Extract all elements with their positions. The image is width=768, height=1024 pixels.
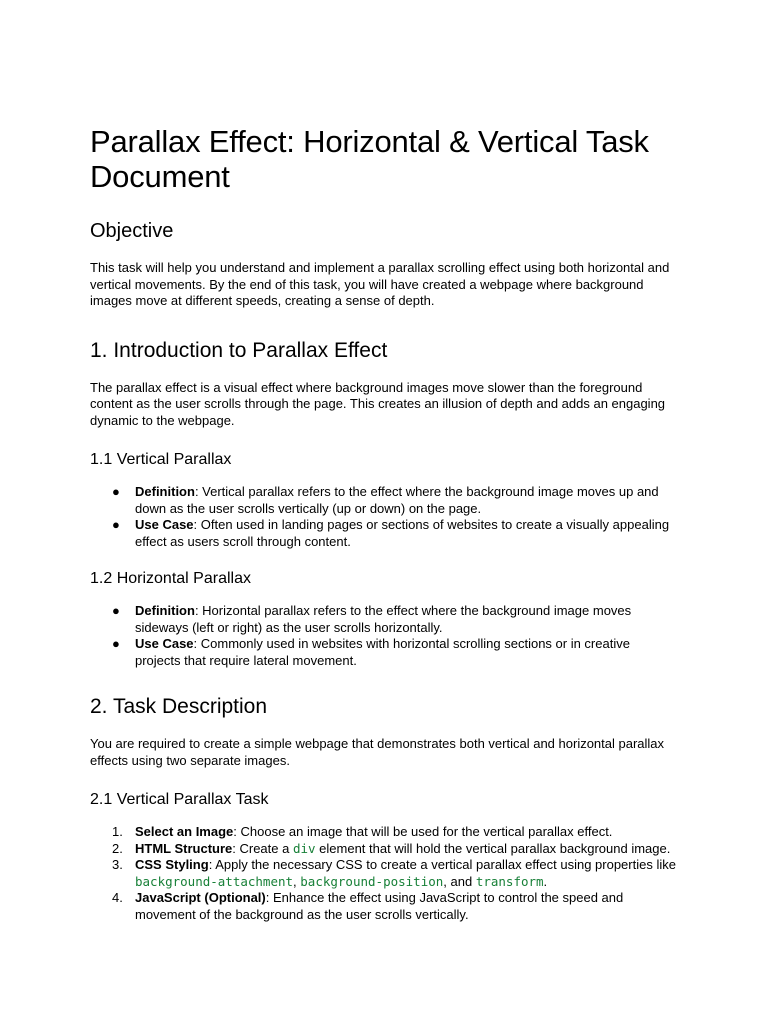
document-title: Parallax Effect: Horizontal & Vertical Task Document [90, 124, 649, 194]
list-term: Use Case [135, 517, 194, 532]
step-item [90, 857, 678, 890]
list-item [90, 484, 678, 517]
list-text: : Often used in landing pages or sections of websites to create a visually appealing effect as users scroll through content. [135, 517, 670, 549]
list-term: Use Case [135, 636, 194, 651]
bullet-icon: ● [112, 636, 120, 651]
step-term: Select an Image [135, 824, 234, 839]
step-text: : Apply the necessary CSS to create a vertical parallax effect using properties like [208, 857, 676, 872]
code-background-attachment: background-attachment [135, 873, 294, 889]
list-item [90, 603, 678, 636]
vertical-task-heading: 2.1 Vertical Parallax Task [90, 791, 269, 808]
objective-heading: Objective [90, 220, 174, 242]
step-term: JavaScript (Optional) [135, 890, 266, 905]
code-background-position: background-position [300, 873, 444, 889]
list-item [90, 517, 678, 550]
step-term: CSS Styling [135, 857, 209, 872]
horizontal-parallax-list [90, 603, 678, 669]
step-item [90, 824, 678, 841]
code-div: div [292, 840, 316, 856]
step-text: : Enhance the effect using JavaScript to control the speed and movement of the background as the user scrolls vertically. [135, 890, 624, 922]
vertical-task-steps [90, 824, 678, 923]
objective-text: This task will help you understand and implement a parallax scrolling effect using both horizontal and vertical movements. By the end of this task, you will have created a webpage where background images move at different speeds, creating a sense of depth. [90, 260, 670, 308]
list-term: Definition [135, 484, 195, 499]
step-number: 1. [112, 824, 123, 839]
vertical-parallax-list [90, 484, 678, 550]
step-number: 4. [112, 890, 123, 905]
step-number: 3. [112, 857, 123, 872]
step-text: . [543, 873, 548, 889]
intro-text: The parallax effect is a visual effect where background images move slower than the foreground content as the user scrolls through the page. This creates an illusion of depth and adds an engaging dynamic to the webpage. [90, 379, 666, 428]
task-description-heading: 2. Task Description [90, 695, 268, 718]
intro-heading: 1. Introduction to Parallax Effect [90, 338, 388, 362]
step-term: HTML Structure [135, 840, 233, 856]
list-item [90, 636, 678, 669]
step-separator: , and [443, 873, 476, 889]
step-number: 2. [112, 840, 123, 856]
list-term: Definition [135, 603, 195, 618]
list-text: : Horizontal parallax refers to the effect where the background image moves sideways (left or right) as the user scrolls horizontally. [135, 603, 632, 635]
step-item [90, 841, 678, 858]
list-text: : Vertical parallax refers to the effect where the background image moves up and down as the user scrolls vertically (up or down) on the page. [135, 484, 659, 516]
bullet-icon: ● [112, 517, 120, 532]
bullet-icon: ● [112, 603, 120, 618]
step-item [90, 890, 678, 923]
step-text: : Choose an image that will be used for the vertical parallax effect. [233, 824, 613, 839]
code-transform: transform [475, 873, 544, 889]
vertical-parallax-heading: 1.1 Vertical Parallax [90, 451, 232, 468]
step-separator: , [293, 873, 301, 889]
step-text: element that will hold the vertical parallax background image. [315, 840, 671, 856]
step-text: : Create a [232, 840, 293, 856]
bullet-icon: ● [112, 484, 120, 499]
horizontal-parallax-heading: 1.2 Horizontal Parallax [90, 570, 251, 587]
task-description-text: You are required to create a simple webpage that demonstrates both vertical and horizontal parallax effects using two separate images. [90, 736, 665, 768]
list-text: : Commonly used in websites with horizontal scrolling sections or in creative projects that require lateral movement. [135, 636, 630, 668]
